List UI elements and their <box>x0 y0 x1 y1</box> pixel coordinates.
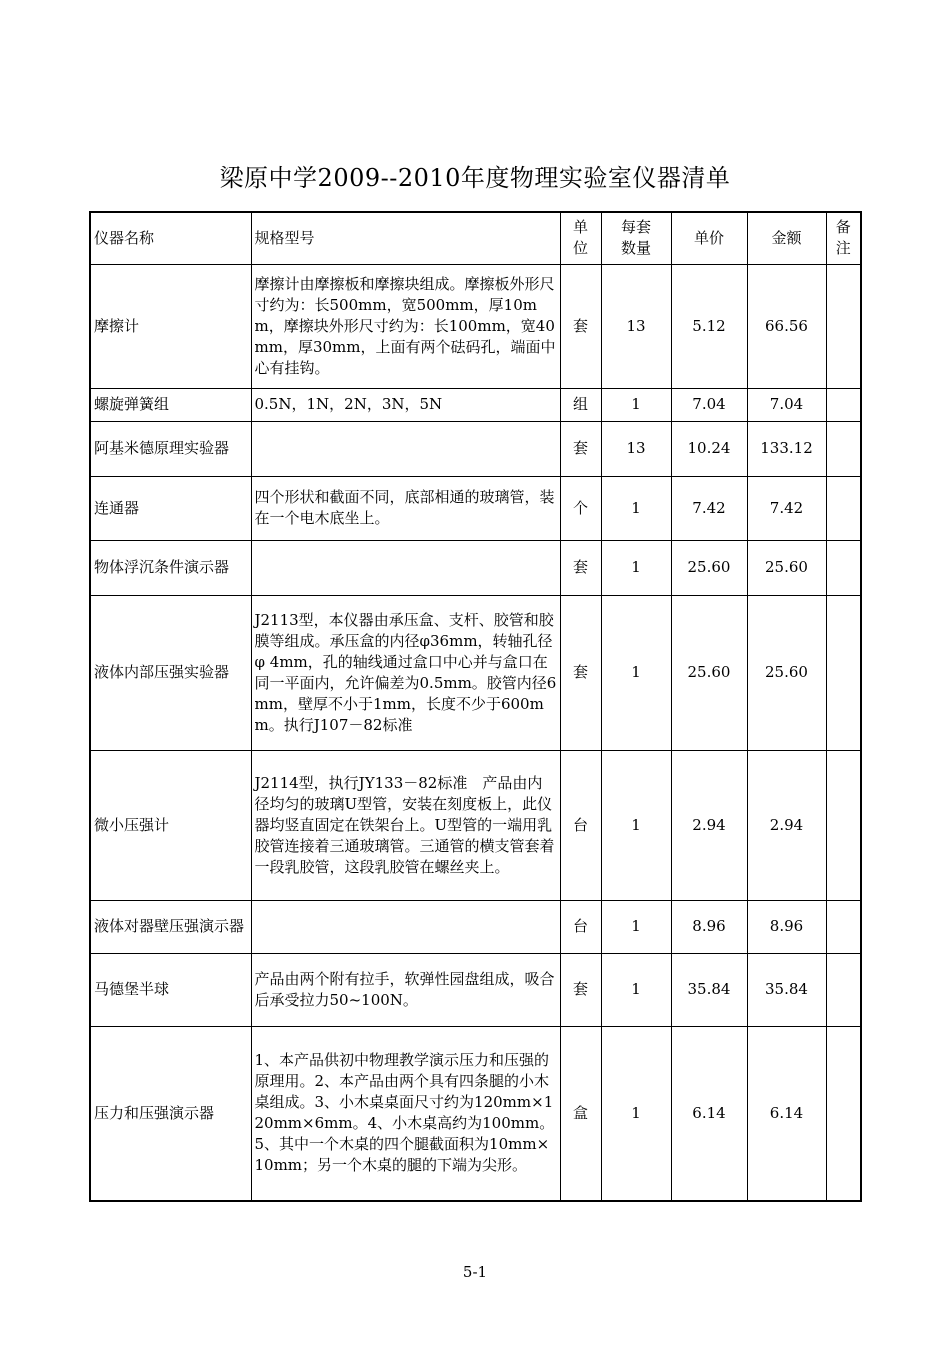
header-name: 仪器名称 <box>90 212 251 264</box>
cell-spec <box>251 900 560 953</box>
table-row <box>90 750 861 900</box>
cell-unit: 个 <box>560 476 601 540</box>
cell-price: 35.84 <box>671 953 747 1026</box>
cell-spec: 摩擦计由摩擦板和摩擦块组成。摩擦板外形尺寸约为：长500mm，宽500mm，厚10mm，摩擦块外形尺寸约为：长100mm，宽40mm，厚30mm，上面有两个砝码孔，端面中心有挂钩。 <box>251 264 560 388</box>
cell-price: 25.60 <box>671 540 747 595</box>
cell-name: 连通器 <box>90 476 251 540</box>
cell-name: 液体对器壁压强演示器 <box>90 900 251 953</box>
instrument-table <box>89 211 862 1202</box>
cell-amount: 8.96 <box>747 900 826 953</box>
cell-spec: J2114型，执行JY133－82标准 产品由内径均匀的玻璃U型管，安装在刻度板上，此仪器均竖直固定在铁架台上。U型管的一端用乳胶管连接着三通玻璃管。三通管的横支管套着一段乳胶管，这段乳胶管在螺丝夹上。 <box>251 750 560 900</box>
table-row <box>90 900 861 953</box>
cell-qty: 1 <box>601 750 671 900</box>
cell-qty: 1 <box>601 900 671 953</box>
cell-spec <box>251 421 560 476</box>
cell-name: 螺旋弹簧组 <box>90 388 251 421</box>
cell-amount: 2.94 <box>747 750 826 900</box>
cell-spec: 产品由两个附有拉手，软弹性园盘组成，吸合后承受拉力50~100N。 <box>251 953 560 1026</box>
header-spec: 规格型号 <box>251 212 560 264</box>
cell-spec <box>251 540 560 595</box>
cell-note <box>826 421 861 476</box>
cell-qty: 1 <box>601 476 671 540</box>
cell-price: 10.24 <box>671 421 747 476</box>
cell-name: 液体内部压强实验器 <box>90 595 251 750</box>
cell-price: 7.04 <box>671 388 747 421</box>
cell-note <box>826 264 861 388</box>
cell-note <box>826 540 861 595</box>
cell-name: 物体浮沉条件演示器 <box>90 540 251 595</box>
cell-unit: 套 <box>560 421 601 476</box>
cell-note <box>826 900 861 953</box>
cell-amount: 7.04 <box>747 388 826 421</box>
cell-unit: 套 <box>560 264 601 388</box>
cell-qty: 1 <box>601 388 671 421</box>
cell-unit: 盒 <box>560 1026 601 1201</box>
cell-spec: J2113型，本仪器由承压盒、支杆、胶管和胶膜等组成。承压盒的内径φ36mm，转轴孔径φ 4mm，孔的轴线通过盒口中心并与盒口在同一平面内，允许偏差为0.5mm。胶管内径6mm，壁厚不小于1mm，长度不少于600mm。执行J107－82标准 <box>251 595 560 750</box>
cell-name: 马德堡半球 <box>90 953 251 1026</box>
cell-spec: 四个形状和截面不同，底部相通的玻璃管，装在一个电木底坐上。 <box>251 476 560 540</box>
table-row <box>90 540 861 595</box>
cell-name: 摩擦计 <box>90 264 251 388</box>
table-row <box>90 388 861 421</box>
cell-unit: 套 <box>560 595 601 750</box>
cell-qty: 1 <box>601 595 671 750</box>
cell-unit: 套 <box>560 540 601 595</box>
cell-unit: 台 <box>560 900 601 953</box>
header-qty: 每套 数量 <box>601 212 671 264</box>
cell-qty: 13 <box>601 421 671 476</box>
cell-qty: 1 <box>601 953 671 1026</box>
cell-amount: 25.60 <box>747 595 826 750</box>
cell-name: 微小压强计 <box>90 750 251 900</box>
cell-price: 2.94 <box>671 750 747 900</box>
cell-amount: 66.56 <box>747 264 826 388</box>
cell-qty: 13 <box>601 264 671 388</box>
table-header-row <box>90 212 861 264</box>
cell-amount: 7.42 <box>747 476 826 540</box>
cell-price: 5.12 <box>671 264 747 388</box>
cell-note <box>826 388 861 421</box>
table-row <box>90 953 861 1026</box>
table-row <box>90 264 861 388</box>
cell-amount: 25.60 <box>747 540 826 595</box>
cell-amount: 35.84 <box>747 953 826 1026</box>
header-price: 单价 <box>671 212 747 264</box>
cell-unit: 台 <box>560 750 601 900</box>
cell-price: 6.14 <box>671 1026 747 1201</box>
cell-unit: 套 <box>560 953 601 1026</box>
table-row <box>90 595 861 750</box>
cell-note <box>826 953 861 1026</box>
cell-qty: 1 <box>601 540 671 595</box>
table-row <box>90 1026 861 1201</box>
cell-unit: 组 <box>560 388 601 421</box>
cell-amount: 6.14 <box>747 1026 826 1201</box>
cell-note <box>826 750 861 900</box>
cell-note <box>826 595 861 750</box>
table-row <box>90 421 861 476</box>
cell-name: 阿基米德原理实验器 <box>90 421 251 476</box>
cell-qty: 1 <box>601 1026 671 1201</box>
cell-amount: 133.12 <box>747 421 826 476</box>
cell-price: 8.96 <box>671 900 747 953</box>
table-row <box>90 476 861 540</box>
cell-name: 压力和压强演示器 <box>90 1026 251 1201</box>
header-amount: 金额 <box>747 212 826 264</box>
cell-price: 7.42 <box>671 476 747 540</box>
header-unit: 单 位 <box>560 212 601 264</box>
cell-price: 25.60 <box>671 595 747 750</box>
cell-spec: 1、本产品供初中物理教学演示压力和压强的原理用。2、本产品由两个具有四条腿的小木桌组成。3、小木桌桌面尺寸约为120mm×120mm×6mm。4、小木桌高约为100mm。5、其中一个木桌的四个腿截面积为10mm×10mm；另一个木桌的腿的下端为尖形。 <box>251 1026 560 1201</box>
page-number: 5-1 <box>462 1263 488 1281</box>
cell-note <box>826 476 861 540</box>
page-title: 梁原中学2009--2010年度物理实验室仪器清单 <box>219 164 731 192</box>
cell-note <box>826 1026 861 1201</box>
header-note: 备 注 <box>826 212 861 264</box>
cell-spec: 0.5N，1N，2N，3N，5N <box>251 388 560 421</box>
